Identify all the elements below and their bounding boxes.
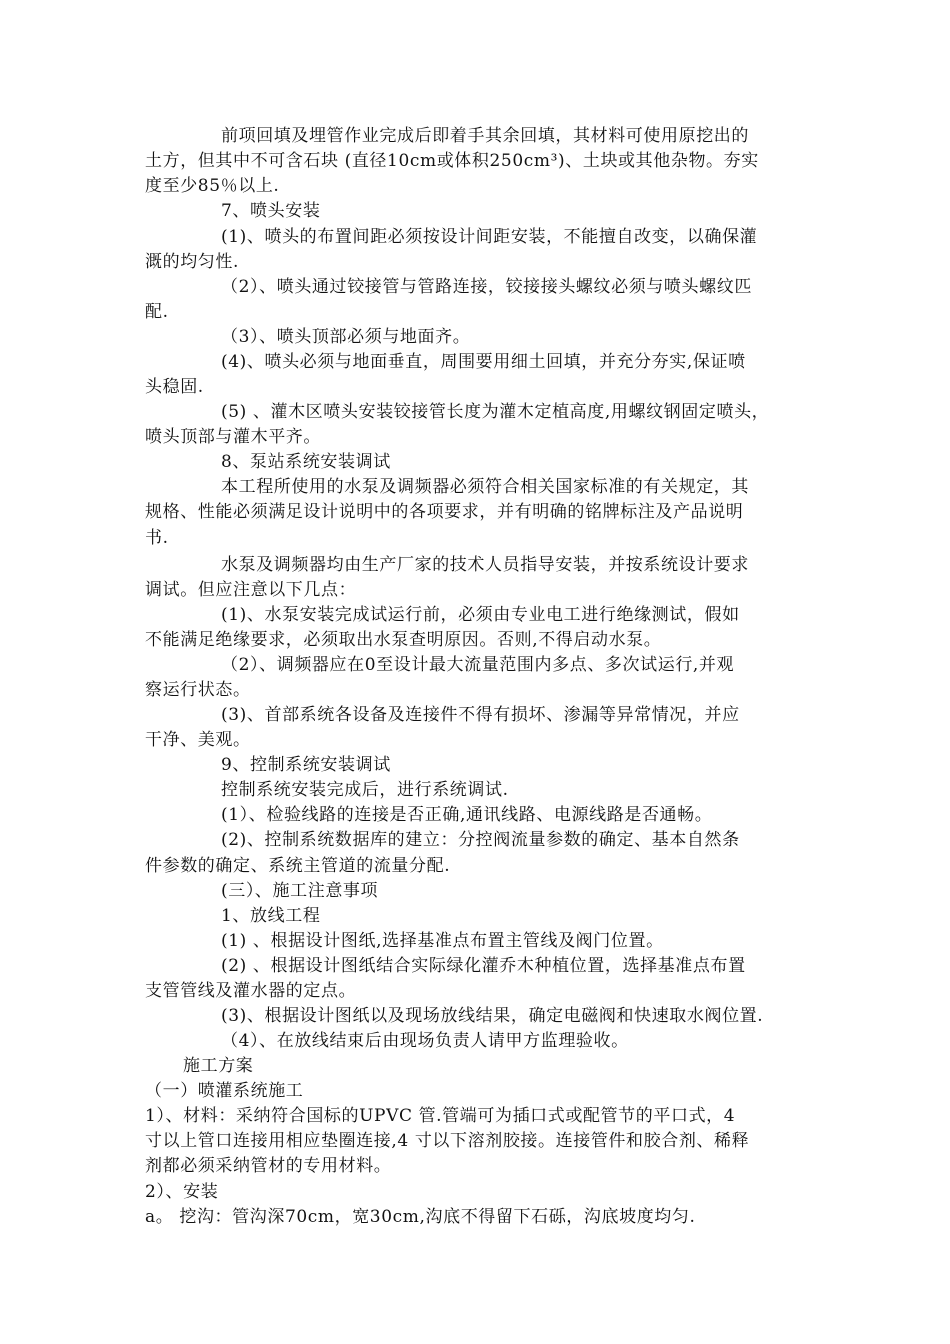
body-line: 控制系统安装完成后，进行系统调试. — [221, 780, 509, 800]
section-heading: （一）喷灌系统施工 — [145, 1081, 304, 1101]
body-line: 干净、美观。 — [145, 730, 251, 750]
body-line: 1）、材料：采纳符合国标的UPVC 管.管端可为插口式或配管节的平口式，4 — [145, 1106, 736, 1126]
body-line: 头稳固. — [145, 377, 204, 397]
body-line: 配. — [145, 302, 169, 322]
body-line: (3)、根据设计图纸以及现场放线结果，确定电磁阀和快速取水阀位置. — [221, 1006, 764, 1026]
section-heading: 1、放线工程 — [221, 906, 321, 926]
body-line: a。 挖沟：管沟深70cm，宽30cm,沟底不得留下石砾，沟底坡度均匀. — [145, 1207, 696, 1227]
section-heading: 8、泵站系统安装调试 — [221, 452, 391, 472]
body-line: （2）、调频器应在0至设计最大流量范围内多点、多次试运行,并观 — [221, 655, 735, 675]
body-line: 本工程所使用的水泵及调频器必须符合相关国家标准的有关规定，其 — [221, 477, 749, 497]
body-line: （2）、喷头通过铰接管与管路连接，铰接接头螺纹必须与喷头螺纹匹 — [221, 277, 752, 297]
body-line: 察运行状态。 — [145, 680, 251, 700]
body-line: 土方，但其中不可含石块 (直径10cm或体积250cm³)、土块或其他杂物。夯实 — [145, 151, 759, 171]
body-line: (4)、喷头必须与地面垂直，周围要用细土回填，并充分夯实,保证喷 — [221, 352, 746, 372]
body-line: 调试。但应注意以下几点： — [145, 580, 357, 600]
body-line: (2)、控制系统数据库的建立：分控阀流量参数的确定、基本自然条 — [221, 830, 740, 850]
body-line: (2) 、根据设计图纸结合实际绿化灌乔木种植位置，选择基准点布置 — [221, 956, 746, 976]
section-heading: 9、控制系统安装调试 — [221, 755, 391, 775]
body-line: (1)、喷头的布置间距必须按设计间距安装，不能擅自改变，以确保灌 — [221, 227, 758, 247]
body-line: (1)、水泵安装完成试运行前，必须由专业电工进行绝缘测试，假如 — [221, 605, 740, 625]
body-line: (5) 、灌木区喷头安装铰接管长度为灌木定植高度,用螺纹钢固定喷头， — [221, 402, 770, 422]
body-line: 书. — [145, 528, 169, 548]
body-line: 件参数的确定、系统主管道的流量分配. — [145, 856, 451, 876]
body-line: 剂都必须采纳管材的专用材料。 — [145, 1156, 392, 1176]
body-line: 喷头顶部与灌木平齐。 — [145, 427, 321, 447]
body-line: 规格、性能必须满足设计说明中的各项要求，并有明确的铭牌标注及产品说明 — [145, 502, 744, 522]
body-line: （3）、喷头顶部必须与地面齐。 — [221, 327, 471, 347]
body-line: 支管管线及灌水器的定点。 — [145, 981, 357, 1001]
section-heading: 2）、安装 — [145, 1182, 219, 1202]
body-line: （4）、在放线结束后由现场负责人请甲方监理验收。 — [221, 1031, 629, 1051]
body-line: (1) 、根据设计图纸,选择基准点布置主管线及阀门位置。 — [221, 931, 664, 951]
body-line: (1）、检验线路的连接是否正确,通讯线路、电源线路是否通畅。 — [221, 805, 713, 825]
body-line: 不能满足绝缘要求，必须取出水泵查明原因。否则,不得启动水泵。 — [145, 630, 662, 650]
body-line: 溉的均匀性. — [145, 252, 240, 272]
body-line: 水泵及调频器均由生产厂家的技术人员指导安装，并按系统设计要求 — [221, 555, 749, 575]
section-heading: (三）、施工注意事项 — [221, 881, 379, 901]
body-line: (3)、首部系统各设备及连接件不得有损坏、渗漏等异常情况，并应 — [221, 705, 740, 725]
section-heading: 7、喷头安装 — [221, 201, 321, 221]
body-line: 度至少85％以上. — [145, 176, 280, 196]
section-heading: 施工方案 — [183, 1056, 254, 1076]
body-line: 前项回填及埋管作业完成后即着手其余回填，其材料可使用原挖出的 — [221, 126, 749, 146]
body-line: 寸以上管口连接用相应垫圈连接,4 寸以下溶剂胶接。连接管件和胶合剂、稀释 — [145, 1131, 750, 1151]
